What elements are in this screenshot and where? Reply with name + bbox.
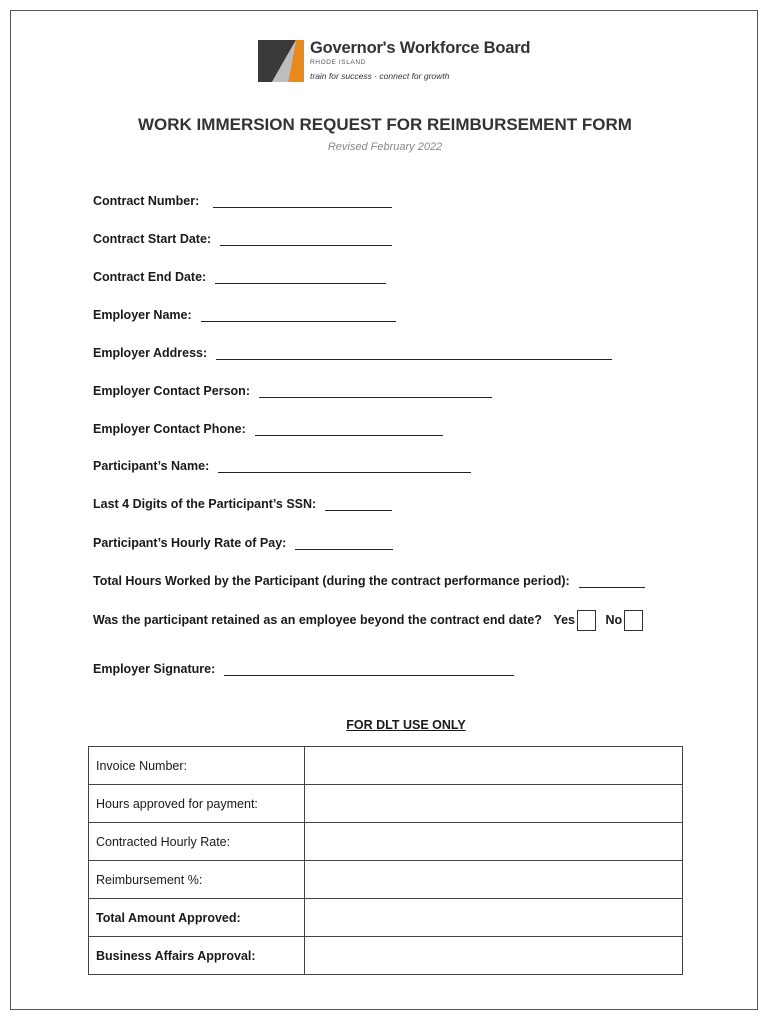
dlt-use-only-heading: FOR DLT USE ONLY (346, 718, 466, 732)
invoice-number-label: Invoice Number: (89, 747, 305, 785)
reimbursement-pct-cell[interactable] (305, 861, 683, 899)
total-amount-cell[interactable] (305, 899, 683, 937)
logo-tagline: train for success · connect for growth (310, 71, 450, 81)
contracted-rate-cell[interactable] (305, 823, 683, 861)
employer-signature-input[interactable] (224, 661, 514, 676)
retained-field (93, 610, 643, 634)
contract-number-field (93, 193, 392, 211)
ssn-label: Last 4 Digits of the Participant’s SSN: (93, 497, 317, 511)
table-row (89, 747, 683, 785)
employer-phone-field (93, 421, 443, 439)
table-row (89, 861, 683, 899)
no-label: No (605, 612, 623, 627)
total-amount-label: Total Amount Approved: (89, 899, 305, 937)
business-approval-cell[interactable] (305, 937, 683, 975)
yes-label: Yes (553, 612, 575, 627)
contract-start-label: Contract Start Date: (93, 232, 212, 246)
ssn-input[interactable] (325, 496, 392, 511)
yes-checkbox[interactable] (577, 610, 596, 631)
hourly-rate-input[interactable] (295, 535, 393, 550)
employer-address-field (93, 345, 612, 363)
employer-contact-label: Employer Contact Person: (93, 384, 250, 398)
hourly-rate-field (93, 535, 393, 553)
invoice-number-cell[interactable] (305, 747, 683, 785)
table-row (89, 785, 683, 823)
employer-signature-label: Employer Signature: (93, 662, 216, 676)
employer-address-input[interactable] (216, 345, 612, 360)
retained-question: Was the participant retained as an employee beyond the contract end date? (93, 612, 542, 627)
logo-subline: RHODE ISLAND (310, 59, 366, 66)
form-revised-date: Revised February 2022 (327, 141, 443, 153)
contract-start-field (93, 231, 392, 249)
contract-start-input[interactable] (220, 231, 392, 246)
total-hours-input[interactable] (579, 573, 645, 588)
contract-number-label: Contract Number: (93, 194, 200, 208)
total-hours-field (93, 573, 645, 591)
participant-name-label: Participant’s Name: (93, 459, 210, 473)
contract-end-field (93, 269, 386, 287)
table-row (89, 899, 683, 937)
participant-name-input[interactable] (218, 458, 471, 473)
participant-name-field (93, 458, 471, 476)
logo (258, 38, 538, 88)
form-title: WORK IMMERSION REQUEST FOR REIMBURSEMENT FORM (138, 115, 632, 134)
employer-name-label: Employer Name: (93, 308, 192, 322)
logo-title: Governor's Workforce Board (310, 39, 531, 57)
hourly-rate-label: Participant’s Hourly Rate of Pay: (93, 536, 287, 550)
contract-number-input[interactable] (213, 193, 392, 208)
contract-end-input[interactable] (215, 269, 386, 284)
table-row (89, 823, 683, 861)
employer-name-input[interactable] (201, 307, 396, 322)
ssn-field (93, 496, 392, 514)
business-approval-label: Business Affairs Approval: (89, 937, 305, 975)
total-hours-label: Total Hours Worked by the Participant (during the contract performance period): (93, 574, 570, 588)
table-row (89, 937, 683, 975)
hours-approved-label: Hours approved for payment: (89, 785, 305, 823)
reimbursement-pct-label: Reimbursement %: (89, 861, 305, 899)
employer-contact-field (93, 383, 492, 401)
hours-approved-cell[interactable] (305, 785, 683, 823)
employer-signature-field (93, 661, 514, 679)
employer-address-label: Employer Address: (93, 346, 208, 360)
no-checkbox[interactable] (624, 610, 643, 631)
employer-contact-input[interactable] (259, 383, 492, 398)
employer-phone-label: Employer Contact Phone: (93, 422, 246, 436)
contract-end-label: Contract End Date: (93, 270, 207, 284)
employer-name-field (93, 307, 396, 325)
logo-mark-icon (258, 38, 304, 84)
employer-phone-input[interactable] (255, 421, 443, 436)
dlt-table (88, 746, 683, 975)
contracted-rate-label: Contracted Hourly Rate: (89, 823, 305, 861)
